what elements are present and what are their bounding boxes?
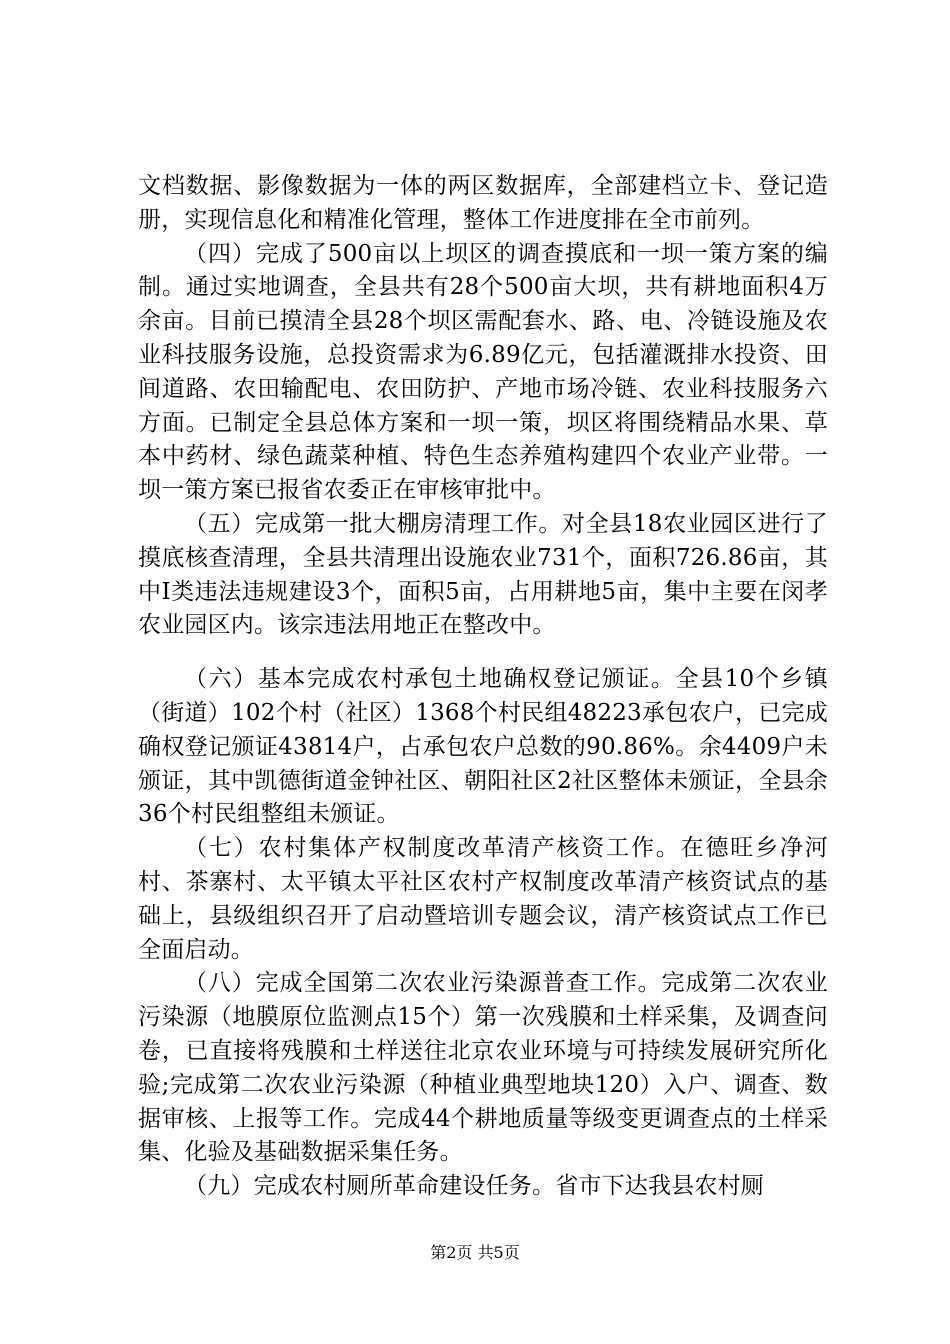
document-body	[138, 170, 828, 1204]
paragraph-continuation: 文档数据、影像数据为一体的两区数据库，全部建档立卡、登记造册，实现信息化和精准化管理，整体工作进度排在全市前列。	[138, 173, 828, 233]
paragraph-section-9: （九）完成农村厕所革命建设任务。省市下达我县农村厕	[184, 1173, 764, 1200]
paragraph-section-5: （五）完成第一批大棚房清理工作。对全县18农业园区进行了摸底核查清理，全县共清理出设施农业731个，面积726.86亩，其中Ⅰ类违法违规建设3个，面积5亩，占用耕地5亩，集中主要在闵孝农业园区内。该宗违法用地正在整改中。	[138, 510, 828, 639]
paragraph-section-6: （六）基本完成农村承包土地确权登记颁证。全县10个乡镇（街道）102个村（社区）1368个村民组48223承包农户，已完成确权登记颁证43814户，占承包农户总数的90.86%。余4409户未颁证，其中凯德街道金钟社区、朝阳社区2社区整体未颁证，全县余36个村民组整组未颁证。	[138, 666, 828, 828]
paragraph-section-4: （四）完成了500亩以上坝区的调查摸底和一坝一策方案的编制。通过实地调查，全县共有28个500亩大坝，共有耕地面积4万余亩。目前已摸清全县28个坝区需配套水、路、电、冷链设施及农业科技服务设施，总投资需求为6.89亿元，包括灌溉排水投资、田间道路、农田输配电、农田防护、产地市场冷链、农业科技服务六方面。已制定全县总体方案和一坝一策，坝区将围绕精品水果、草本中药材、绿色蔬菜种植、特色生态养殖构建四个农业产业带。一坝一策方案已报省农委正在审核审批中。	[138, 240, 828, 504]
paragraph-section-7: （七）农村集体产权制度改革清产核资工作。在德旺乡净河村、茶寨村、太平镇太平社区农村产权制度改革清产核资试点的基础上，县级组织召开了启动暨培训专题会议，清产核资试点工作已全面启动。	[138, 835, 828, 963]
page-footer: 第2页 共5页	[430, 1243, 520, 1262]
paragraph-section-8: （八）完成全国第二次农业污染源普查工作。完成第二次农业污染源（地膜原位监测点15个）第一次残膜和土样采集，及调查问卷，已直接将残膜和土样送往北京农业环境与可持续发展研究所化验;完成第二次农业污染源（种植业典型地块120）入户、调查、数据审核、上报等工作。完成44个耕地质量等级变更调查点的土样采集、化验及基础数据采集任务。	[138, 970, 828, 1166]
